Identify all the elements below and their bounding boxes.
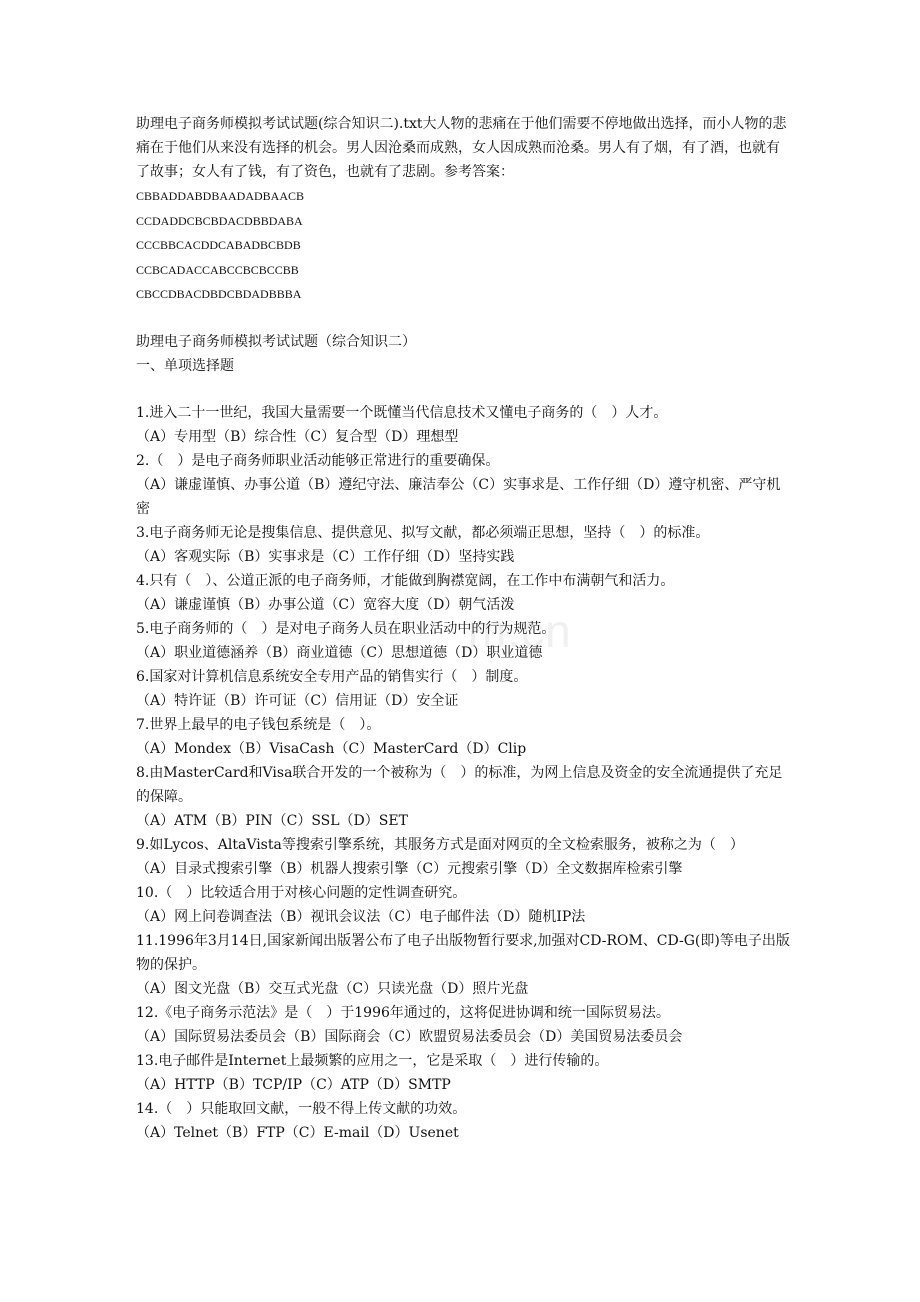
document-title: 助理电子商务师模拟考试试题（综合知识二） xyxy=(136,333,416,350)
question-text: 3.电子商务师无论是搜集信息、提供意见、拟写文献，都必须端正思想，坚持（ ）的标准。 xyxy=(136,524,710,541)
question-options: （A）目录式搜索引擎（B）机器人搜索引擎（C）元搜索引擎（D）全文数据库检索引擎 xyxy=(136,860,683,877)
question-text: 10.（ ）比较适合用于对核心问题的定性调查研究。 xyxy=(136,884,467,901)
question-text: 5.电子商务师的（ ）是对电子商务人员在职业活动中的行为规范。 xyxy=(136,620,556,637)
question-options: （A）HTTP（B）TCP/IP（C）ATP（D）SMTP xyxy=(136,1076,451,1093)
question-options: （A）Telnet（B）FTP（C）E-mail（D）Usenet xyxy=(136,1124,459,1141)
answer-line: CCCBBCACDDCABADBCBDB xyxy=(136,238,301,253)
question-text: 9.如Lycos、AltaVista等搜索引擎系统，其服务方式是面对网页的全文检索服务，被称之为（ ） xyxy=(136,836,744,853)
question-options: （A）Mondex（B）VisaCash（C）MasterCard（D）Clip xyxy=(136,740,527,757)
question-text: 14.（ ）只能取回文献，一般不得上传文献的功效。 xyxy=(136,1100,467,1117)
question-options: （A）客观实际（B）实事求是（C）工作仔细（D）坚持实践 xyxy=(136,548,515,565)
question-text: 13.电子邮件是Internet上最频繁的应用之一，它是采取（ ）进行传输的。 xyxy=(136,1052,609,1069)
question-options: （A）图文光盘（B）交互式光盘（C）只读光盘（D）照片光盘 xyxy=(136,980,529,997)
question-text: 4.只有（ ）、公道正派的电子商务师，才能做到胸襟宽阔，在工作中布满朝气和活力。 xyxy=(136,572,675,589)
spacer xyxy=(136,307,790,330)
intro-paragraph: 助理电子商务师模拟考试试题(综合知识二).txt大人物的悲痛在于他们需要不停地做出选择，而小人物的悲痛在于他们从来没有选择的机会。男人因沧桑而成熟，女人因成熟而沧桑。男人有了烟，有了酒，也就有了故事；女人有了钱，有了资色，也就有了悲剧。参考答案： xyxy=(136,116,787,180)
section-heading: 一、单项选择题 xyxy=(136,357,234,374)
question-list xyxy=(136,401,790,1145)
question-options: （A）谦虚谨慎（B）办事公道（C）宽容大度（D）朝气活泼 xyxy=(136,596,515,613)
question-text: 2.（ ）是电子商务师职业活动能够正常进行的重要确保。 xyxy=(136,452,500,469)
answer-line: CBBADDABDBAADADBAACB xyxy=(136,189,305,203)
question-text: 12.《电子商务示范法》是（ ）于1996年通过的，这将促进协调和统一国际贸易法。 xyxy=(136,1004,670,1021)
spacer xyxy=(136,378,790,401)
question-text: 11.1996年3月14日,国家新闻出版署公布了电子出版物暂行要求,加强对CD-ROM、CD-G(即)等电子出版物的保护。 xyxy=(136,932,790,973)
answer-line: CCBCADACCABCCBCBCCBB xyxy=(136,262,299,277)
answer-line: CBCCDBACDBDCBDADBBBA xyxy=(136,287,302,302)
answer-line: CCDADDCBCBDACDBBDABA xyxy=(136,213,303,228)
question-options: （A）职业道德涵养（B）商业道德（C）思想道德（D）职业道德 xyxy=(136,644,543,661)
question-options: （A）ATM（B）PIN（C）SSL（D）SET xyxy=(136,812,408,829)
question-text: 6.国家对计算机信息系统安全专用产品的销售实行（ ）制度。 xyxy=(136,668,528,685)
question-options: （A）特许证（B）许可证（C）信用证（D）安全证 xyxy=(136,692,459,709)
question-options: （A）网上问卷调查法（B）视讯会议法（C）电子邮件法（D）随机IP法 xyxy=(136,908,586,925)
question-text: 1.进入二十一世纪，我国大量需要一个既懂当代信息技术又懂电子商务的（ ）人才。 xyxy=(136,404,668,421)
question-options: （A）谦虚谨慎、办事公道（B）遵纪守法、廉洁奉公（C）实事求是、工作仔细（D）遵守机密、严守机密 xyxy=(136,476,781,517)
document-body xyxy=(136,112,790,1145)
question-options: （A）国际贸易法委员会（B）国际商会（C）欧盟贸易法委员会（D）美国贸易法委员会 xyxy=(136,1028,683,1045)
question-text: 7.世界上最早的电子钱包系统是（ ）。 xyxy=(136,716,381,733)
question-options: （A）专用型（B）综合性（C）复合型（D）理想型 xyxy=(136,428,459,445)
watermark: m.cn xyxy=(468,605,572,657)
question-text: 8.由MasterCard和Visa联合开发的一个被称为（ ）的标准，为网上信息及资金的安全流通提供了充足的保障。 xyxy=(136,764,783,805)
